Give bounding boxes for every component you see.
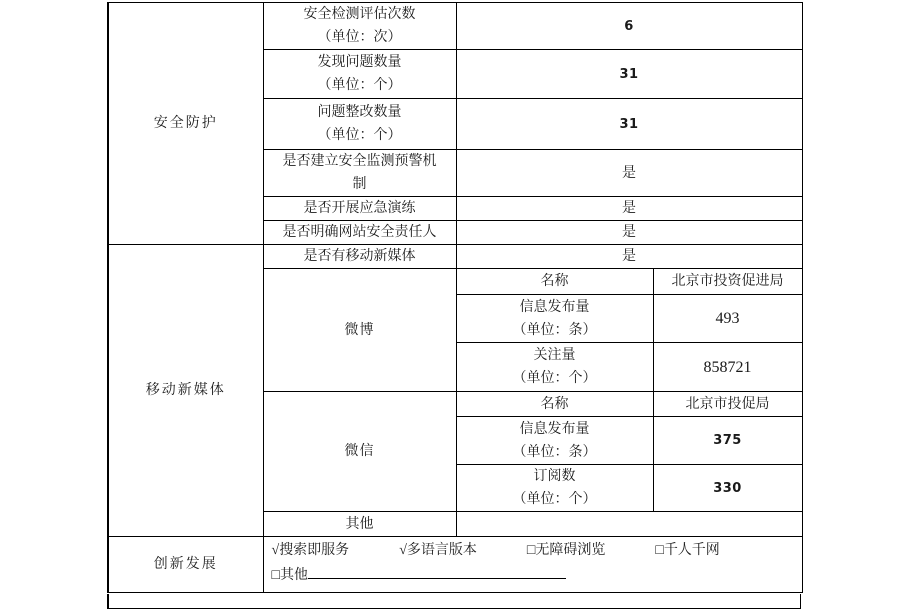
sub-label-weibo-posts <box>456 295 653 343</box>
innovation-option-unchecked <box>655 539 719 563</box>
innovation-option-checked <box>399 539 477 563</box>
fill-in-blank <box>308 563 566 579</box>
innovation-other-label: 其他 <box>279 568 308 583</box>
checkbox-icon: □ <box>655 543 664 558</box>
innovation-options-line <box>272 539 796 563</box>
innovation-option-checked <box>272 539 350 563</box>
sub-label-wechat-subscribers <box>456 465 653 512</box>
group-label-weibo: 微博 <box>263 269 456 392</box>
cell-text-line: 是否建立安全监测预警机 <box>282 154 437 169</box>
cell-text-line: 关注量 <box>533 348 576 363</box>
item-label-emergency-drill: 是否开展应急演练 <box>263 197 456 221</box>
sub-label-wechat-posts <box>456 417 653 465</box>
innovation-option-label: 多语言版本 <box>406 543 477 558</box>
cell-text-line: 问题整改数量 <box>317 105 402 120</box>
cell-text-line: （单位：个） <box>317 128 402 143</box>
annual-report-table <box>107 2 803 593</box>
group-label-wechat: 微信 <box>263 392 456 512</box>
value-emergency-drill: 是 <box>456 197 802 221</box>
innovation-other-line <box>272 563 796 588</box>
item-label-other-media: 其他 <box>263 512 456 537</box>
section-label-mobile-new-media: 移动新媒体 <box>108 245 263 537</box>
value-has-mobile-new-media: 是 <box>456 245 802 269</box>
cell-text-line: 发现问题数量 <box>317 55 402 70</box>
innovation-option-label: 搜索即服务 <box>279 543 350 558</box>
sub-label-wechat-name: 名称 <box>456 392 653 417</box>
cell-text-line: （单位：次） <box>317 30 402 45</box>
checkbox-icon: □ <box>271 568 280 583</box>
checkbox-icon: □ <box>526 543 536 558</box>
sub-label-weibo-name: 名称 <box>456 269 653 295</box>
cell-text-line: 安全检测评估次数 <box>303 7 416 22</box>
table-row <box>108 245 802 269</box>
innovation-option-unchecked <box>527 539 605 563</box>
value-problems-found: 31 <box>456 50 802 99</box>
value-security-responsible-person: 是 <box>456 221 802 245</box>
section-label-security-protection: 安全防护 <box>108 3 263 245</box>
cell-text-line: 信息发布量 <box>519 421 590 437</box>
value-wechat-posts: 375 <box>653 417 802 465</box>
value-weibo-posts: 493 <box>653 295 802 343</box>
value-weibo-followers: 858721 <box>653 343 802 392</box>
cell-text-line: （单位：个） <box>317 78 402 93</box>
innovation-option-label: 千人千网 <box>663 543 720 558</box>
item-label-security-responsible-person: 是否明确网站安全责任人 <box>263 221 456 245</box>
value-other-media <box>456 512 802 537</box>
table-row <box>108 3 802 50</box>
cell-text-line: 制 <box>352 177 367 192</box>
value-monitoring-warning-mechanism: 是 <box>456 150 802 197</box>
checkmark-icon: √ <box>399 543 407 558</box>
cell-text-line: （单位：个） <box>512 492 597 507</box>
checkmark-icon: √ <box>271 543 280 558</box>
value-problems-rectified: 31 <box>456 99 802 150</box>
item-label-has-mobile-new-media: 是否有移动新媒体 <box>263 245 456 269</box>
cell-text-line: （单位：条） <box>512 444 597 460</box>
table-row <box>108 537 802 593</box>
value-wechat-name: 北京市投促局 <box>653 392 802 417</box>
sub-label-weibo-followers <box>456 343 653 392</box>
section-label-innovation-development: 创新发展 <box>108 537 263 593</box>
annual-report-table-wrap <box>107 2 803 593</box>
cell-text-line: 信息发布量 <box>519 299 590 315</box>
value-wechat-subscribers: 330 <box>653 465 802 512</box>
item-label-problems-found <box>263 50 456 99</box>
cell-text-line: （单位：个） <box>512 371 597 386</box>
item-label-security-check-count <box>263 3 456 50</box>
value-weibo-name: 北京市投资促进局 <box>653 269 802 295</box>
item-label-monitoring-warning-mechanism <box>263 150 456 197</box>
value-security-check-count: 6 <box>456 3 802 50</box>
cell-text-line: （单位：条） <box>512 322 597 338</box>
innovation-options-cell <box>263 537 802 593</box>
item-label-problems-rectified <box>263 99 456 150</box>
innovation-option-label: 无障碍浏览 <box>535 543 606 558</box>
cell-text-line: 订阅数 <box>533 469 576 484</box>
next-table-row-stub <box>107 594 801 609</box>
